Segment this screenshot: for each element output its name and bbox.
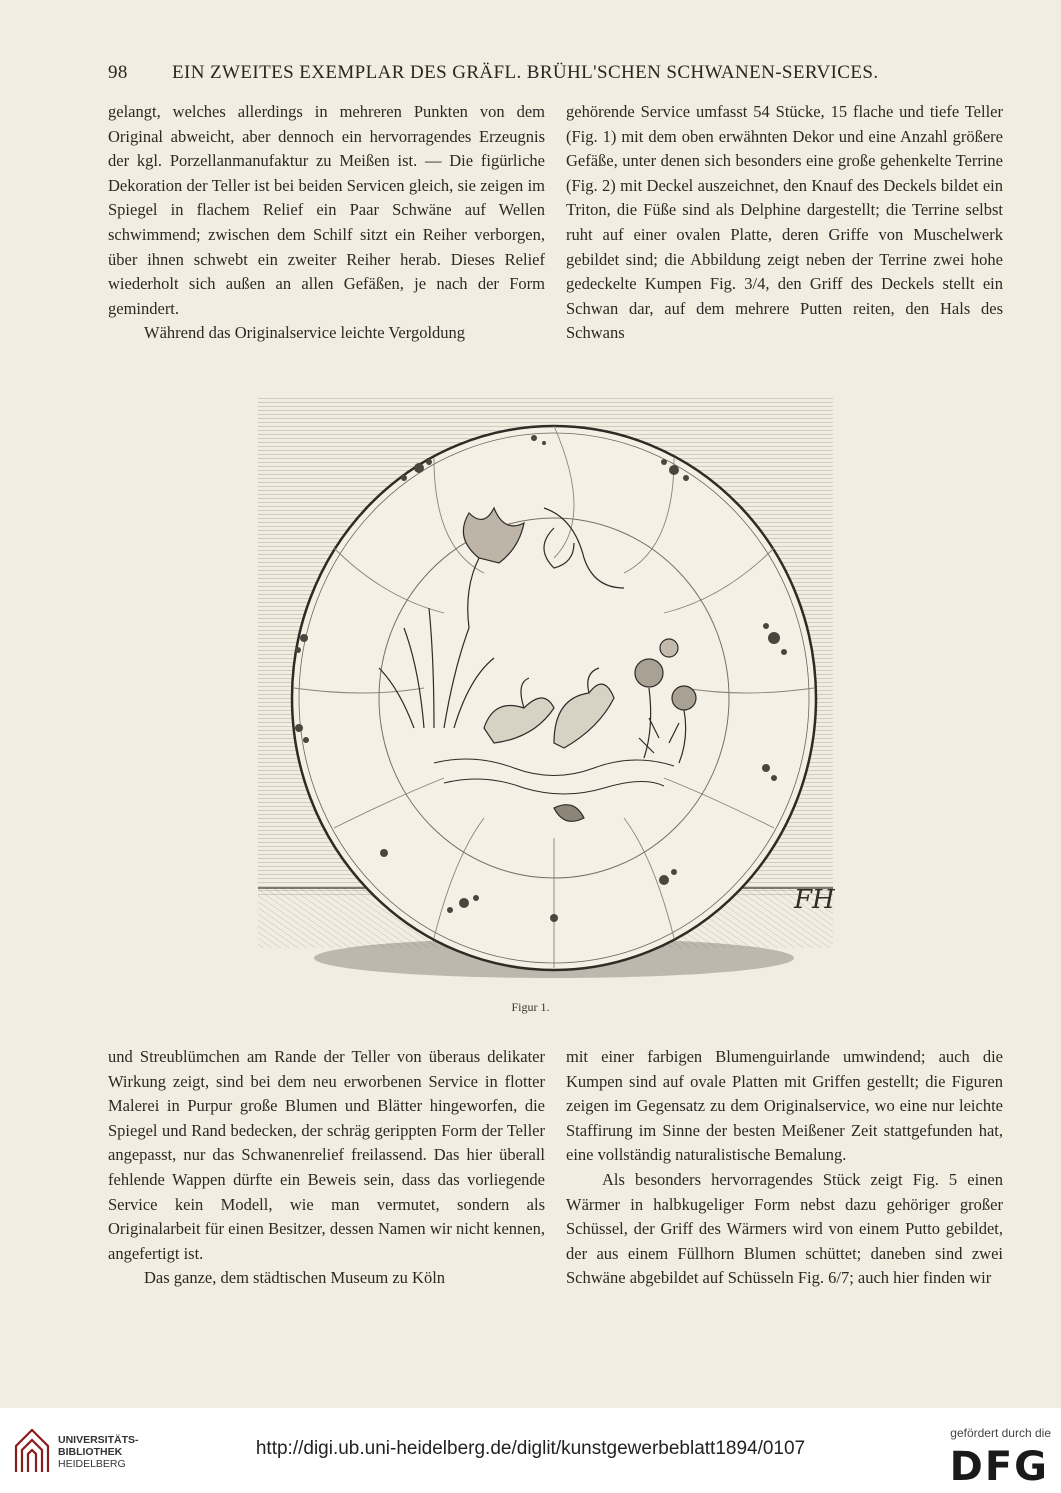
text-column-bottom-right — [566, 1045, 1003, 1291]
paragraph: und Streublümchen am Rande der Teller von überaus delikater Wirkung zeigt, sind bei dem neu erworbenen Service in flotter Malerei in Purpur große Blumen und Blätter hingeworfen, die Spiegel und Rand bedecken, der schräg gerippten Form der Teller angepasst, nur das Schwanenrelief freilassend. Das hier überall fehlende Wappen dürfte ein Beweis sein, dass das vorliegende Service kein Modell, wie man vermutet, sondern als Originalarbeit für einen Besitzer, dessen Namen wir nicht kennen, angefertigt ist. — [108, 1047, 545, 1263]
text-column-bottom-left — [108, 1045, 545, 1291]
paragraph: mit einer farbigen Blumenguirlande umwindend; auch die Kumpen sind auf ovale Platten mit Griffen gestellt; die Figuren zeigen im Gegensatz zu dem Originalservice, wo eine nur leichte Staffirung im Sinne der besten Meißener Zeit stattgefunden hat, eine vollständig naturalistische Bemalung. — [566, 1047, 1003, 1165]
footer-bar — [0, 1408, 1061, 1493]
library-line: HEIDELBERG — [58, 1458, 126, 1470]
page-number: 98 — [108, 62, 128, 83]
paragraph: Während das Originalservice leichte Vergoldung — [144, 323, 466, 343]
paragraph: gelangt, welches allerdings in mehreren Punkten von dem Original abweicht, aber dennoch ein hervorragendes Erzeugnis der kgl. Porzellanmanufaktur zu Meißen ist. — Die figürliche Dekoration der Teller ist bei beiden Servicen gleich, sie zeigen im Spiegel in flachem Relief ein Paar Schwäne auf Wellen schwimmend; zwischen dem Schilf sitzt ein Reiher verborgen, über ihnen schwebt ein zweiter Reiher herab. Dieses Relief wiederholt sich außen an allen Gefäßen, je nach der Form gemindert. — [108, 102, 545, 318]
text-column-top-left — [108, 100, 545, 346]
engraver-signature: FH — [794, 885, 835, 915]
funded-by-text: gefördert durch die — [950, 1426, 1051, 1440]
paragraph: Das ganze, dem städtischen Museum zu Köln — [144, 1268, 446, 1288]
header-title: EIN ZWEITES EXEMPLAR DES GRÄFL. BRÜHL'SCHEN SCHWANEN-SERVICES. — [172, 62, 879, 83]
figure-caption: Figur 1. — [511, 1000, 550, 1014]
plate-engraving — [254, 398, 844, 990]
paragraph: gehörende Service umfasst 54 Stücke, 15 flache und tiefe Teller (Fig. 1) mit dem oben erwähnten Dekor und eine Anzahl größere Gefäße, unter denen sich besonders eine große gehenkelte Terrine (Fig. 2) mit Deckel auszeichnet, den Knauf des Deckels bildet ein Triton, die Füße sind als Delphine dargestellt; die Terrine selbst ruht auf einer ovalen Platte, deren Griffe von Muschelwerk gebildet sind; die Abbildung zeigt neben der Terrine zwei hohe gedeckelte Kumpen Fig. 3/4, den Griff des Deckels stellt ein Schwan dar, auf dem mehrere Putten reiten, den Hals des Schwans — [566, 102, 1003, 343]
text-column-top-right — [566, 100, 1003, 346]
figure-1-plate-illustration — [254, 398, 844, 990]
dfg-logo[interactable]: DFG — [949, 1444, 1049, 1490]
paragraph: Als besonders hervorragendes Stück zeigt Fig. 5 einen Wärmer in halbkugeliger Form nebst dazu gehöriger großer Schüssel, der Griff des Wärmers wird von einem Putto gebildet, der aus einem Füllhorn Blumen schüttet; daneben sind zwei Schwäne abgebildet auf Schüsseln Fig. 6/7; auch hier finden wir — [566, 1169, 1003, 1288]
library-line: BIBLIOTHEK — [58, 1446, 123, 1458]
library-line: UNIVERSITÄTS- — [58, 1434, 139, 1446]
permalink-url[interactable]: http://digi.ub.uni-heidelberg.de/diglit/kunstgewerbeblatt1894/0107 — [255, 1438, 806, 1459]
